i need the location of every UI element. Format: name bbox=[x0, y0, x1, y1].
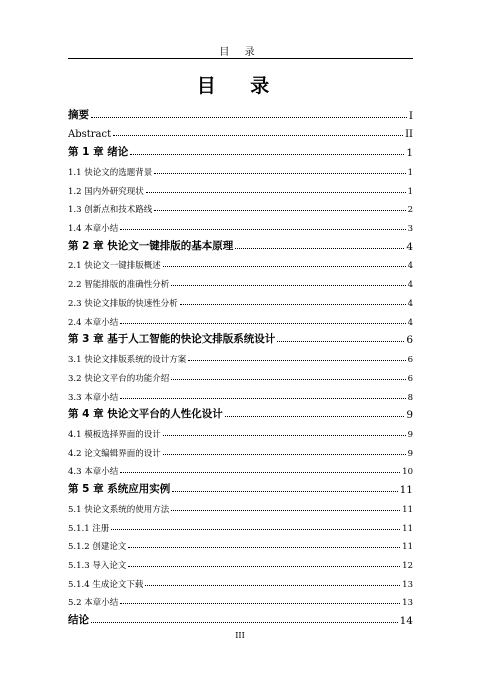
toc-section-entry[interactable] bbox=[68, 197, 413, 216]
toc-chapter-entry[interactable] bbox=[68, 140, 413, 159]
toc-section-entry[interactable] bbox=[68, 496, 413, 515]
toc-section-entry[interactable] bbox=[68, 346, 413, 365]
toc-entry-title: 第 3 章 基于人工智能的快论文排版系统设计 bbox=[68, 333, 276, 346]
toc-section-entry[interactable] bbox=[68, 253, 413, 272]
toc-entry-title: 2.2 智能排版的准确性分析 bbox=[68, 280, 170, 291]
toc-dot-leader bbox=[188, 360, 405, 361]
toc-dot-leader bbox=[111, 529, 400, 530]
toc-chapter-entry[interactable] bbox=[68, 328, 413, 347]
toc-section-entry[interactable] bbox=[68, 421, 413, 440]
toc-dot-leader bbox=[154, 173, 405, 174]
toc-section-entry[interactable] bbox=[68, 215, 413, 234]
toc-dot-leader bbox=[154, 210, 405, 211]
toc-section-entry[interactable] bbox=[68, 384, 413, 403]
toc-entry-page: 4 bbox=[407, 261, 413, 272]
toc-entry-page: 9 bbox=[407, 448, 413, 459]
toc-entry-page: 11 bbox=[402, 542, 413, 553]
toc-entry-title: 第 2 章 快论文一键排版的基本原理 bbox=[68, 239, 234, 252]
toc-entry-title: 第 5 章 系统应用实例 bbox=[68, 483, 171, 496]
toc-dot-leader bbox=[128, 566, 400, 567]
toc-entry-title: 第 4 章 快论文平台的人性化设计 bbox=[68, 408, 223, 421]
page-number: III bbox=[235, 631, 245, 640]
toc-entry-page: 3 bbox=[407, 224, 413, 235]
toc-entry-page: 14 bbox=[399, 615, 413, 628]
toc-dot-leader bbox=[91, 117, 407, 118]
toc-dot-leader bbox=[120, 398, 405, 399]
toc-dot-leader bbox=[120, 603, 400, 604]
toc-section-entry[interactable] bbox=[68, 159, 413, 178]
toc-dot-leader bbox=[91, 622, 398, 623]
toc-entry-page: I bbox=[408, 109, 413, 122]
toc-entry-page: 6 bbox=[407, 373, 413, 384]
toc-entry-title: 1.4 本章小结 bbox=[68, 224, 119, 235]
toc-entry-page: 9 bbox=[406, 409, 413, 422]
toc-entry-title: 5.1.3 导入论文 bbox=[68, 560, 127, 571]
toc-section-entry[interactable] bbox=[68, 590, 413, 609]
toc-dot-leader bbox=[225, 416, 405, 417]
toc-entry-page: 9 bbox=[407, 429, 413, 440]
toc-entry-page: 4 bbox=[406, 240, 413, 253]
toc-chapter-entry[interactable] bbox=[68, 122, 413, 141]
toc-entry-page: 6 bbox=[407, 355, 413, 366]
toc-dot-leader bbox=[163, 266, 406, 267]
table-of-contents bbox=[68, 103, 413, 627]
toc-dot-leader bbox=[235, 248, 404, 249]
toc-entry-title: 3.1 快论文排版系统的设计方案 bbox=[68, 355, 187, 366]
toc-entry-page: 6 bbox=[406, 334, 413, 347]
page-title: 目 录 bbox=[196, 75, 284, 97]
toc-section-entry[interactable] bbox=[68, 534, 413, 553]
toc-dot-leader bbox=[128, 547, 400, 548]
toc-dot-leader bbox=[120, 323, 405, 324]
toc-chapter-entry[interactable] bbox=[68, 477, 413, 496]
toc-section-entry[interactable] bbox=[68, 515, 413, 534]
toc-entry-title: 5.1.2 创建论文 bbox=[68, 542, 127, 553]
toc-entry-title: 5.1.4 生成论文下载 bbox=[68, 579, 144, 590]
toc-entry-page: 11 bbox=[402, 523, 413, 534]
toc-dot-leader bbox=[146, 192, 406, 193]
toc-section-entry[interactable] bbox=[68, 178, 413, 197]
toc-section-entry[interactable] bbox=[68, 571, 413, 590]
toc-entry-title: 2.4 本章小结 bbox=[68, 317, 119, 328]
toc-section-entry[interactable] bbox=[68, 290, 413, 309]
toc-entry-title: 结论 bbox=[68, 614, 89, 627]
toc-entry-title: 1.1 快论文的选题背景 bbox=[68, 167, 153, 178]
toc-dot-leader bbox=[163, 454, 406, 455]
toc-section-entry[interactable] bbox=[68, 365, 413, 384]
header-rule bbox=[68, 58, 413, 59]
toc-entry-page: 4 bbox=[407, 298, 413, 309]
toc-entry-title: 3.3 本章小结 bbox=[68, 392, 119, 403]
toc-entry-title: Abstract bbox=[68, 129, 112, 141]
toc-dot-leader bbox=[145, 585, 400, 586]
toc-entry-title: 2.1 快论文一键排版概述 bbox=[68, 261, 161, 272]
toc-section-entry[interactable] bbox=[68, 271, 413, 290]
toc-entry-page: 11 bbox=[399, 484, 413, 497]
toc-section-entry[interactable] bbox=[68, 552, 413, 571]
toc-section-entry[interactable] bbox=[68, 440, 413, 459]
toc-entry-title: 第 1 章 绪论 bbox=[68, 146, 129, 159]
toc-entry-page: 2 bbox=[407, 205, 413, 216]
toc-dot-leader bbox=[163, 435, 406, 436]
toc-dot-leader bbox=[171, 379, 405, 380]
toc-entry-title: 1.3 创新点和技术路线 bbox=[68, 205, 153, 216]
toc-entry-title: 4.3 本章小结 bbox=[68, 467, 119, 478]
toc-dot-leader bbox=[171, 510, 400, 511]
toc-chapter-entry[interactable] bbox=[68, 103, 413, 122]
toc-entry-page: 12 bbox=[402, 560, 413, 571]
toc-entry-title: 4.2 论文编辑界面的设计 bbox=[68, 448, 161, 459]
toc-entry-title: 3.2 快论文平台的功能介绍 bbox=[68, 373, 170, 384]
toc-entry-title: 5.2 本章小结 bbox=[68, 598, 119, 609]
toc-dot-leader bbox=[120, 472, 400, 473]
toc-entry-page: 1 bbox=[407, 186, 413, 197]
toc-entry-page: 10 bbox=[402, 467, 413, 478]
toc-dot-leader bbox=[171, 285, 405, 286]
toc-entry-page: 13 bbox=[402, 579, 413, 590]
toc-entry-title: 1.2 国内外研究现状 bbox=[68, 186, 144, 197]
toc-section-entry[interactable] bbox=[68, 309, 413, 328]
toc-chapter-entry[interactable] bbox=[68, 234, 413, 253]
toc-chapter-entry[interactable] bbox=[68, 403, 413, 422]
toc-entry-page: 1 bbox=[406, 147, 413, 160]
toc-entry-page: 1 bbox=[407, 167, 413, 178]
toc-dot-leader bbox=[277, 341, 404, 342]
toc-entry-page: II bbox=[405, 129, 413, 141]
toc-dot-leader bbox=[172, 491, 397, 492]
toc-entry-page: 11 bbox=[402, 504, 413, 515]
toc-dot-leader bbox=[113, 135, 403, 136]
toc-dot-leader bbox=[120, 229, 405, 230]
toc-entry-page: 4 bbox=[407, 280, 413, 291]
toc-entry-title: 4.1 模板选择界面的设计 bbox=[68, 429, 161, 440]
toc-entry-page: 13 bbox=[402, 598, 413, 609]
toc-dot-leader bbox=[180, 304, 406, 305]
toc-entry-title: 摘要 bbox=[68, 108, 89, 121]
running-header: 目 录 bbox=[219, 47, 261, 58]
toc-entry-title: 5.1 快论文系统的使用方法 bbox=[68, 504, 170, 515]
toc-entry-page: 4 bbox=[407, 317, 413, 328]
toc-entry-title: 5.1.1 注册 bbox=[68, 523, 110, 534]
toc-entry-title: 2.3 快论文排版的快速性分析 bbox=[68, 298, 178, 309]
toc-section-entry[interactable] bbox=[68, 459, 413, 478]
toc-entry-page: 8 bbox=[407, 392, 413, 403]
toc-chapter-entry[interactable] bbox=[68, 608, 413, 627]
toc-dot-leader bbox=[130, 154, 404, 155]
